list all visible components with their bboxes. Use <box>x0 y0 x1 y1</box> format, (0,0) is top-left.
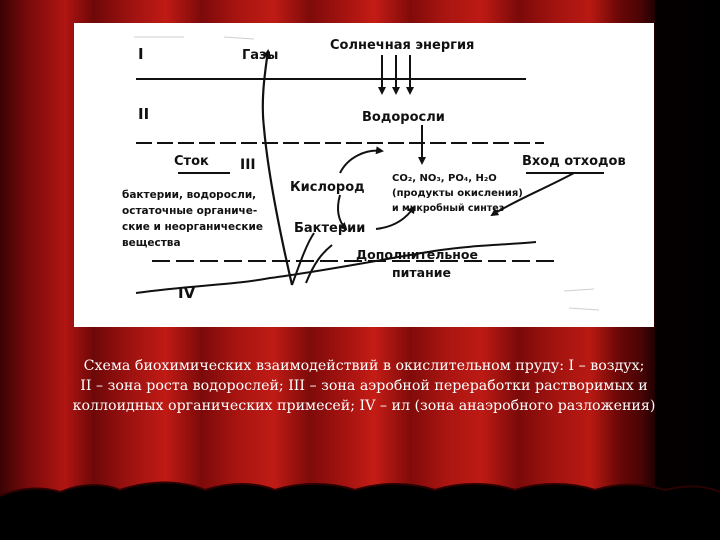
runoff-content-line3: ские и неорганические <box>122 221 263 233</box>
runoff-content-line4: вещества <box>122 237 181 249</box>
nutrients-label-line3: и микробный синтез <box>392 203 505 214</box>
caption-line-1: Схема биохимических взаимодействий в окислительном пруду: I – воздух; <box>83 358 645 374</box>
bacteria-root-line <box>292 233 314 285</box>
slide-caption <box>62 356 666 416</box>
zone-4-label: IV <box>178 284 196 302</box>
solar-energy-label: Солнечная энергия <box>330 38 475 53</box>
oxygen-label: Кислород <box>290 180 365 195</box>
extra-feed-curve <box>306 245 332 283</box>
caption-line-3: коллоидных органических примесей; IV – ил (зона анаэробного разложения) <box>72 398 656 414</box>
bacteria-label: Бактерии <box>294 221 366 236</box>
algae-label: Водоросли <box>362 110 445 125</box>
gas-arrow <box>263 51 292 285</box>
zone-1-label: I <box>138 45 144 63</box>
extra-feed-line2: питание <box>392 265 451 280</box>
floor-edge <box>0 483 720 540</box>
nutrients-label-line1: CO₂, NO₃, PO₄, H₂O <box>392 173 497 184</box>
waste-input-label: Вход отходов <box>522 154 626 169</box>
oxidation-pond-diagram <box>74 23 654 327</box>
curtain-shadow <box>655 0 720 540</box>
extra-feed-line1: Дополнительное <box>356 247 478 262</box>
runoff-content-line2: остаточные органиче- <box>122 205 258 217</box>
gases-label: Газы <box>242 48 279 63</box>
runoff-content-line1: бактерии, водоросли, <box>122 189 257 201</box>
zone-3-label: III <box>240 157 256 173</box>
stage-floor <box>0 478 720 540</box>
caption-line-2: II – зона роста водорослей; III – зона аэробной переработки растворимых и <box>80 378 648 394</box>
diagram-panel <box>74 23 654 327</box>
nutrients-label-line2: (продукты окисления) <box>392 188 523 199</box>
zone-2-label: II <box>138 105 150 123</box>
runoff-label: Сток <box>174 154 209 169</box>
cycle-arrow-upper <box>340 151 382 173</box>
